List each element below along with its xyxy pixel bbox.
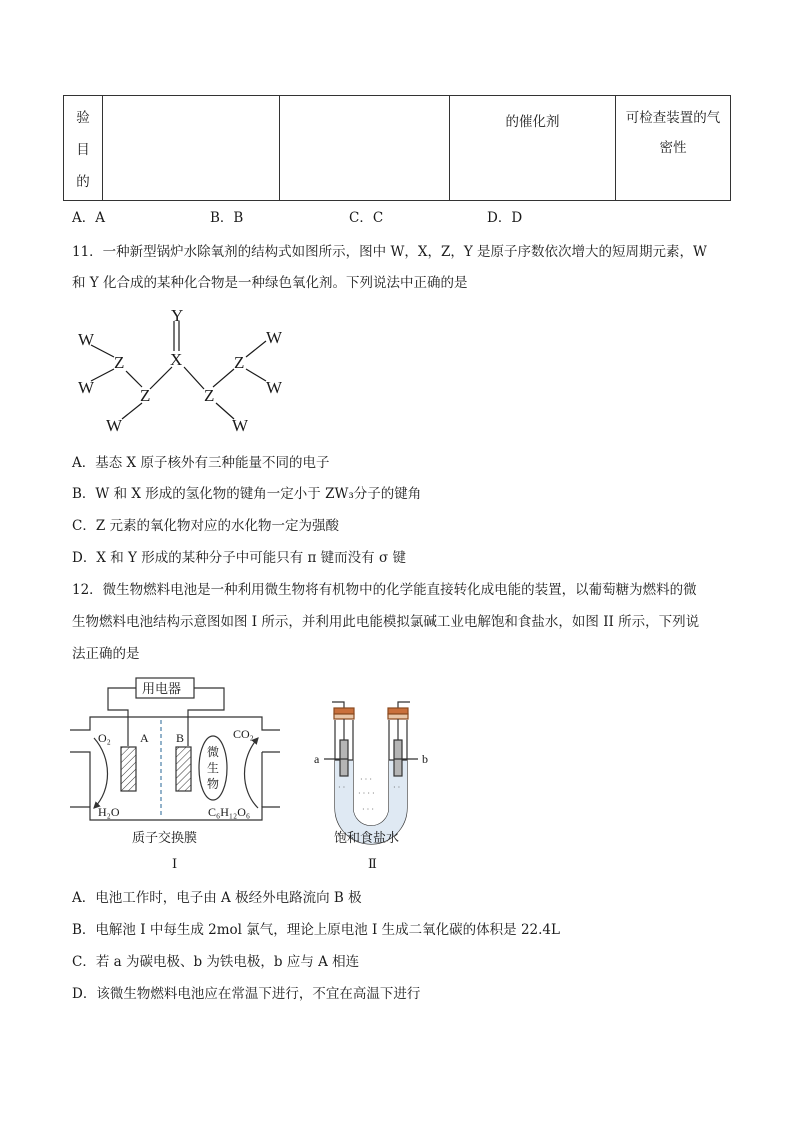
electrode-a-rod: [340, 740, 348, 776]
q10-option-a[interactable]: A．A: [72, 210, 105, 226]
atom-z-4: Z: [234, 353, 245, 372]
table-cell-a: [103, 96, 280, 201]
microbe-char-2: 生: [207, 761, 220, 775]
membrane-label: 质子交换膜: [132, 830, 198, 845]
q12-stem-line1: 12．微生物燃料电池是一种利用微生物将有机物中的化学能直接转化成电能的装置，以葡萄糖为燃料的微: [72, 582, 697, 598]
q11-option-d[interactable]: D．X 和 Y 形成的某种分子中可能只有 π 键而没有 σ 键: [72, 550, 406, 566]
atom-w-3: W: [106, 416, 123, 435]
q12-option-b[interactable]: B．电解池 I 中每生成 2mol 氯气，理论上原电池 I 生成二氧化碳的体积是 22.4L: [72, 922, 560, 938]
atom-y: Y: [171, 306, 184, 325]
atom-w-5: W: [266, 378, 283, 397]
electrode-b-rod: [394, 740, 402, 776]
row-header-cell: [64, 96, 103, 201]
experiment-table: [63, 95, 731, 201]
fig2-caption: Ⅱ: [368, 856, 377, 871]
q12-option-a[interactable]: A．电池工作时，电子由 A 极经外电路流向 B 极: [72, 890, 362, 906]
table-cell-c: [450, 96, 616, 201]
row-header-char-3: 的: [76, 174, 90, 190]
q10-option-b[interactable]: B．B: [210, 210, 244, 226]
q11-option-c[interactable]: C．Z 元素的氧化物对应的水化物一定为强酸: [72, 518, 340, 534]
cell-c-text: 的催化剂: [505, 114, 560, 130]
fuel-cell-diagram: [70, 672, 300, 882]
label-a: a: [314, 752, 320, 766]
row-header-char-1: 验: [76, 110, 90, 126]
q11-stem-line2: 和 Y 化合成的某种化合物是一种绿色氧化剂。下列说法中正确的是: [72, 275, 468, 291]
q11-structure-diagram: [70, 305, 300, 440]
glucose-label: C₆H₁₂O₆: [208, 805, 251, 819]
svg-text:· ·: · ·: [338, 783, 346, 792]
h2o-label: H₂O: [98, 805, 120, 819]
label-b: b: [422, 752, 428, 766]
co2-label: CO₂: [233, 727, 254, 741]
stopper-right: [388, 708, 408, 714]
device-label: 用电器: [142, 681, 182, 696]
table-cell-d: [616, 96, 731, 201]
q11-option-b[interactable]: B．W 和 X 形成的氢化物的键角一定小于 ZW₃分子的键角: [72, 486, 422, 502]
q10-option-d[interactable]: D．D: [487, 210, 523, 226]
q12-stem-line2: 生物燃料电池结构示意图如图 I 所示，并利用此电能模拟氯碱工业电解饱和食盐水，如图 II 所示，下列说: [72, 614, 700, 630]
atom-w-2: W: [78, 378, 95, 397]
atom-z-2: Z: [140, 386, 151, 405]
electrode-b: [176, 747, 191, 791]
row-header-char-2: 目: [76, 142, 90, 158]
cell-d-line1: 可检查装置的气: [625, 110, 721, 126]
atom-w-4: W: [266, 328, 283, 347]
svg-text:· · ·: · · ·: [360, 775, 372, 784]
atom-w-1: W: [78, 330, 95, 349]
atom-z-3: Z: [204, 386, 215, 405]
table-cell-b: [280, 96, 450, 201]
electrode-a: [121, 747, 136, 791]
q12-option-d[interactable]: D．该微生物燃料电池应在常温下进行，不宜在高温下进行: [72, 986, 421, 1002]
atom-x: X: [170, 350, 183, 369]
fig1-caption: Ⅰ: [172, 856, 178, 871]
microbe-char-3: 物: [207, 777, 220, 791]
o2-label: O₂: [98, 731, 111, 745]
stopper-left: [334, 708, 354, 714]
cell-d-line2: 密性: [659, 140, 687, 156]
q10-option-c[interactable]: C．C: [349, 210, 384, 226]
svg-text:· · · ·: · · · ·: [358, 789, 375, 798]
q11-stem-line1: 11．一种新型锅炉水除氧剂的结构式如图所示，图中 W，X，Z，Y 是原子序数依次增大的短周期元素，W: [72, 244, 707, 260]
q12-option-c[interactable]: C．若 a 为碳电极、b 为铁电极，b 应与 A 相连: [72, 954, 360, 970]
u-tube-diagram: [310, 690, 440, 880]
electrode-b-label: B: [176, 731, 185, 745]
q11-option-a[interactable]: A．基态 X 原子核外有三种能量不同的电子: [72, 455, 330, 471]
atom-w-6: W: [232, 416, 249, 435]
saline-label: 饱和食盐水: [334, 830, 400, 845]
atom-z-1: Z: [114, 353, 125, 372]
svg-text:· · ·: · · ·: [362, 805, 374, 814]
q12-stem-line3: 法正确的是: [72, 646, 140, 662]
svg-text:· ·: · ·: [393, 783, 401, 792]
microbe-char-1: 微: [207, 745, 220, 759]
electrode-a-label: A: [140, 731, 149, 745]
